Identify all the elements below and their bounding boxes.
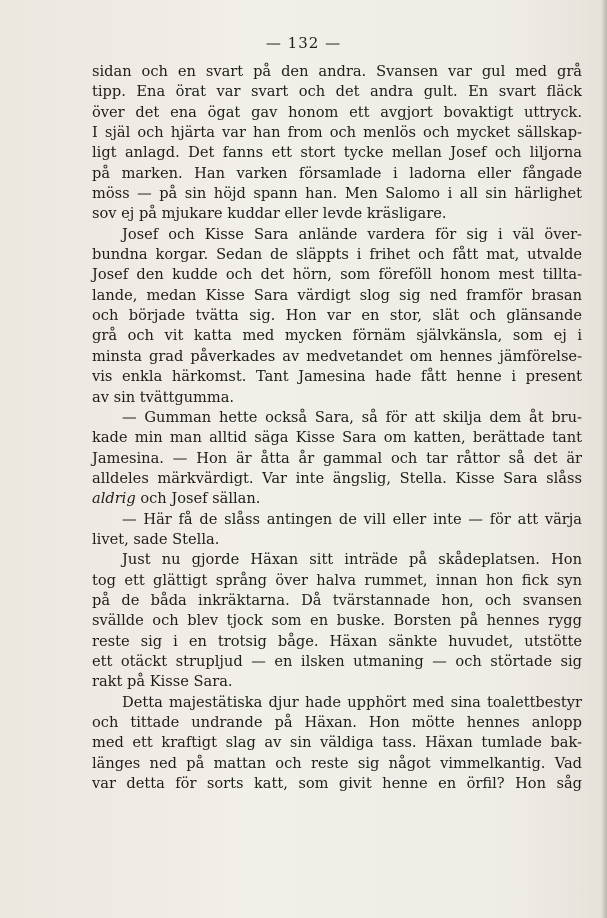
text-line-content: bundna korgar. Sedan de släppts i frihet och fått mat, utvalde: [92, 246, 582, 264]
text-line: [92, 591, 582, 611]
text-line-content: på marken. Han varken församlade i ladorna eller fångade: [92, 164, 582, 182]
text-line: [92, 143, 582, 163]
text-line: [92, 632, 582, 652]
text-line-content: på de båda inkräktarna. Då tvärstannade hon, och svansen: [92, 591, 582, 609]
text-line-content: tog ett glättigt språng över halva rummet, innan hon fick syn: [92, 571, 582, 589]
text-line: [92, 184, 582, 204]
text-line: [92, 672, 582, 692]
text-line-content: sidan och en svart på den andra. Svansen var gul med grå: [92, 63, 582, 80]
text-line: [92, 428, 582, 448]
text-line-content: och Josef sällan.: [135, 490, 261, 508]
text-line-content: möss — på sin höjd spann han. Men Salomo i all sin härlighet: [92, 185, 582, 203]
text-line: [92, 306, 582, 326]
text-line-content: svällde och blev tjock som en buske. Borsten på hennes rygg: [92, 612, 582, 630]
text-line-content: Josef den kudde och det hörn, som föreföll honom mest tillta-: [92, 266, 582, 284]
text-line-content: över det ena ögat gav honom ett avgjort bovaktigt uttryck.: [92, 103, 582, 121]
text-line: [92, 530, 582, 550]
text-line: [92, 62, 582, 82]
emphasized-word: aldrig: [92, 490, 136, 508]
text-line-content: reste sig i en trotsig båge. Häxan sänkte huvudet, utstötte: [92, 632, 582, 650]
text-line: [92, 82, 582, 102]
text-line-content: var detta för sorts katt, som givit henne en örfil? Hon såg: [92, 775, 582, 793]
text-line-content: Just nu gjorde Häxan sitt inträde på skådeplatsen. Hon: [122, 551, 582, 569]
text-line-content: kade min man alltid säga Kisse Sara om katten, berättade tant: [92, 429, 582, 447]
text-line-content: vis enkla härkomst. Tant Jamesina hade fått henne i present: [92, 368, 582, 386]
text-line: [92, 733, 582, 753]
text-line: [92, 469, 582, 489]
page-edge-shadow: [601, 0, 607, 918]
text-line-content: rakt på Kisse Sara.: [92, 673, 233, 691]
text-line-content: lande, medan Kisse Sara värdigt slog sig ned framför brasan: [92, 286, 582, 304]
text-line-content: — Här få de slåss antingen de vill eller inte — för att värja: [122, 510, 582, 528]
text-line-content: livet, sade Stella.: [92, 530, 220, 548]
text-line-content: minsta grad påverkades av medvetandet om hennes jämförelse-: [92, 347, 582, 365]
text-line-content: länges ned på mattan och reste sig något vimmelkantig. Vad: [92, 754, 582, 772]
text-line: [92, 510, 582, 530]
text-line: [92, 326, 582, 346]
body-text: [92, 62, 582, 794]
text-line: [92, 774, 582, 794]
text-line: [92, 123, 582, 143]
text-line: [92, 652, 582, 672]
text-line-content: alldeles märkvärdigt. Var inte ängslig, Stella. Kisse Sara slåss: [92, 469, 582, 487]
text-line: [92, 449, 582, 469]
text-line-content: I själ och hjärta var han from och menlös och mycket sällskap-: [92, 124, 582, 142]
text-line: [92, 367, 582, 387]
text-line: [92, 489, 582, 509]
text-line: [92, 103, 582, 123]
text-line: [92, 347, 582, 367]
text-line: [92, 754, 582, 774]
text-line-content: och började tvätta sig. Hon var en stor, slät och glänsande: [92, 307, 582, 325]
text-line: [92, 388, 582, 408]
text-line-content: och tittade undrande på Häxan. Hon mötte hennes anlopp: [92, 714, 582, 731]
page-number: — 132 —: [265, 34, 342, 52]
text-line: [92, 611, 582, 631]
text-line: [92, 550, 582, 570]
text-line-content: av sin tvättgumma.: [92, 388, 235, 406]
text-line: [92, 245, 582, 265]
text-line-content: sov ej på mjukare kuddar eller levde kräsligare.: [92, 205, 447, 223]
text-line-content: ligt anlagd. Det fanns ett stort tycke mellan Josef och liljorna: [92, 144, 582, 162]
text-line: [92, 164, 582, 184]
text-line-content: Josef och Kisse Sara anlände vardera för sig i väl över-: [122, 225, 582, 243]
text-line: [92, 713, 582, 733]
text-line-content: Detta majestätiska djur hade upphört med sina toalettbestyr: [122, 693, 582, 711]
text-line: [92, 408, 582, 428]
text-line: [92, 286, 582, 306]
text-line: [92, 265, 582, 285]
text-line: [92, 693, 582, 713]
text-line-content: grå och vit katta med mycken förnäm självkänsla, som ej i: [92, 327, 582, 345]
text-line: [92, 225, 582, 245]
text-line-content: — Gumman hette också Sara, så för att skilja dem åt bru-: [122, 408, 582, 426]
text-line-content: ett otäckt strupljud — en ilsken utmaning — och störtade sig: [92, 652, 582, 670]
text-line-content: tipp. Ena örat var svart och det andra gult. En svart fläck: [92, 83, 582, 101]
text-line: [92, 571, 582, 591]
text-line-content: Jamesina. — Hon är åtta år gammal och tar råttor så det är: [92, 449, 582, 467]
text-line-content: med ett kraftigt slag av sin väldiga tass. Häxan tumlade bak-: [92, 734, 582, 752]
text-line: [92, 204, 582, 224]
